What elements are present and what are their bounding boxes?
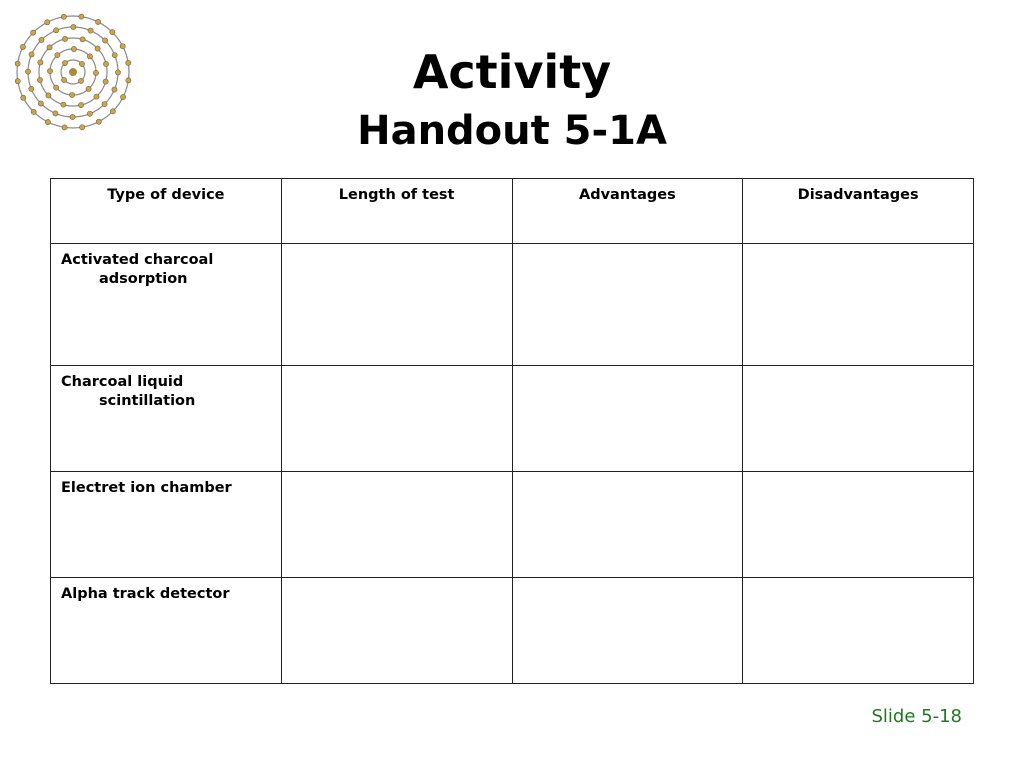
electron-dot [110,30,115,35]
header-disadvantages: Disadvantages [743,179,974,244]
handout-table [50,178,974,684]
disadvantages-cell [743,366,974,472]
electron-dot [31,30,36,35]
advantages-cell [512,472,743,578]
device-cell [51,472,282,578]
electron-dot [39,37,44,42]
advantages-cell [512,366,743,472]
electron-dot [54,28,59,33]
header-advantages: Advantages [512,179,743,244]
device-name-line2: scintillation [99,393,196,409]
electron-dot [95,19,100,24]
slide-number: Slide 5-18 [871,706,962,727]
table-row [51,366,974,472]
electron-dot [80,37,85,42]
disadvantages-cell [743,472,974,578]
electron-dot [62,36,67,41]
length-cell [281,244,512,366]
electron-dot [45,20,50,25]
device-cell [51,244,282,366]
disadvantages-cell [743,578,974,684]
device-name-line2: adsorption [99,271,188,287]
electron-dot [88,28,93,33]
electron-dot [79,14,84,19]
slide-subtitle: Handout 5-1A [357,108,667,154]
device-cell [51,366,282,472]
header-length-of-test: Length of test [281,179,512,244]
table-row [51,578,974,684]
electron-dot [102,38,107,43]
disadvantages-cell [743,244,974,366]
electron-dot [61,14,66,19]
table-header-row [51,179,974,244]
advantages-cell [512,578,743,684]
length-cell [281,578,512,684]
device-name-line1: Electret ion chamber [61,480,232,496]
table-row [51,244,974,366]
length-cell [281,366,512,472]
device-cell [51,578,282,684]
advantages-cell [512,244,743,366]
length-cell [281,472,512,578]
device-name-line1: Charcoal liquid [61,374,184,390]
header-type-of-device: Type of device [51,179,282,244]
device-name-line1: Activated charcoal [61,252,214,268]
electron-dot [71,24,76,29]
device-name-line1: Alpha track detector [61,586,230,602]
slide-title: Activity [412,45,612,99]
table-row [51,472,974,578]
